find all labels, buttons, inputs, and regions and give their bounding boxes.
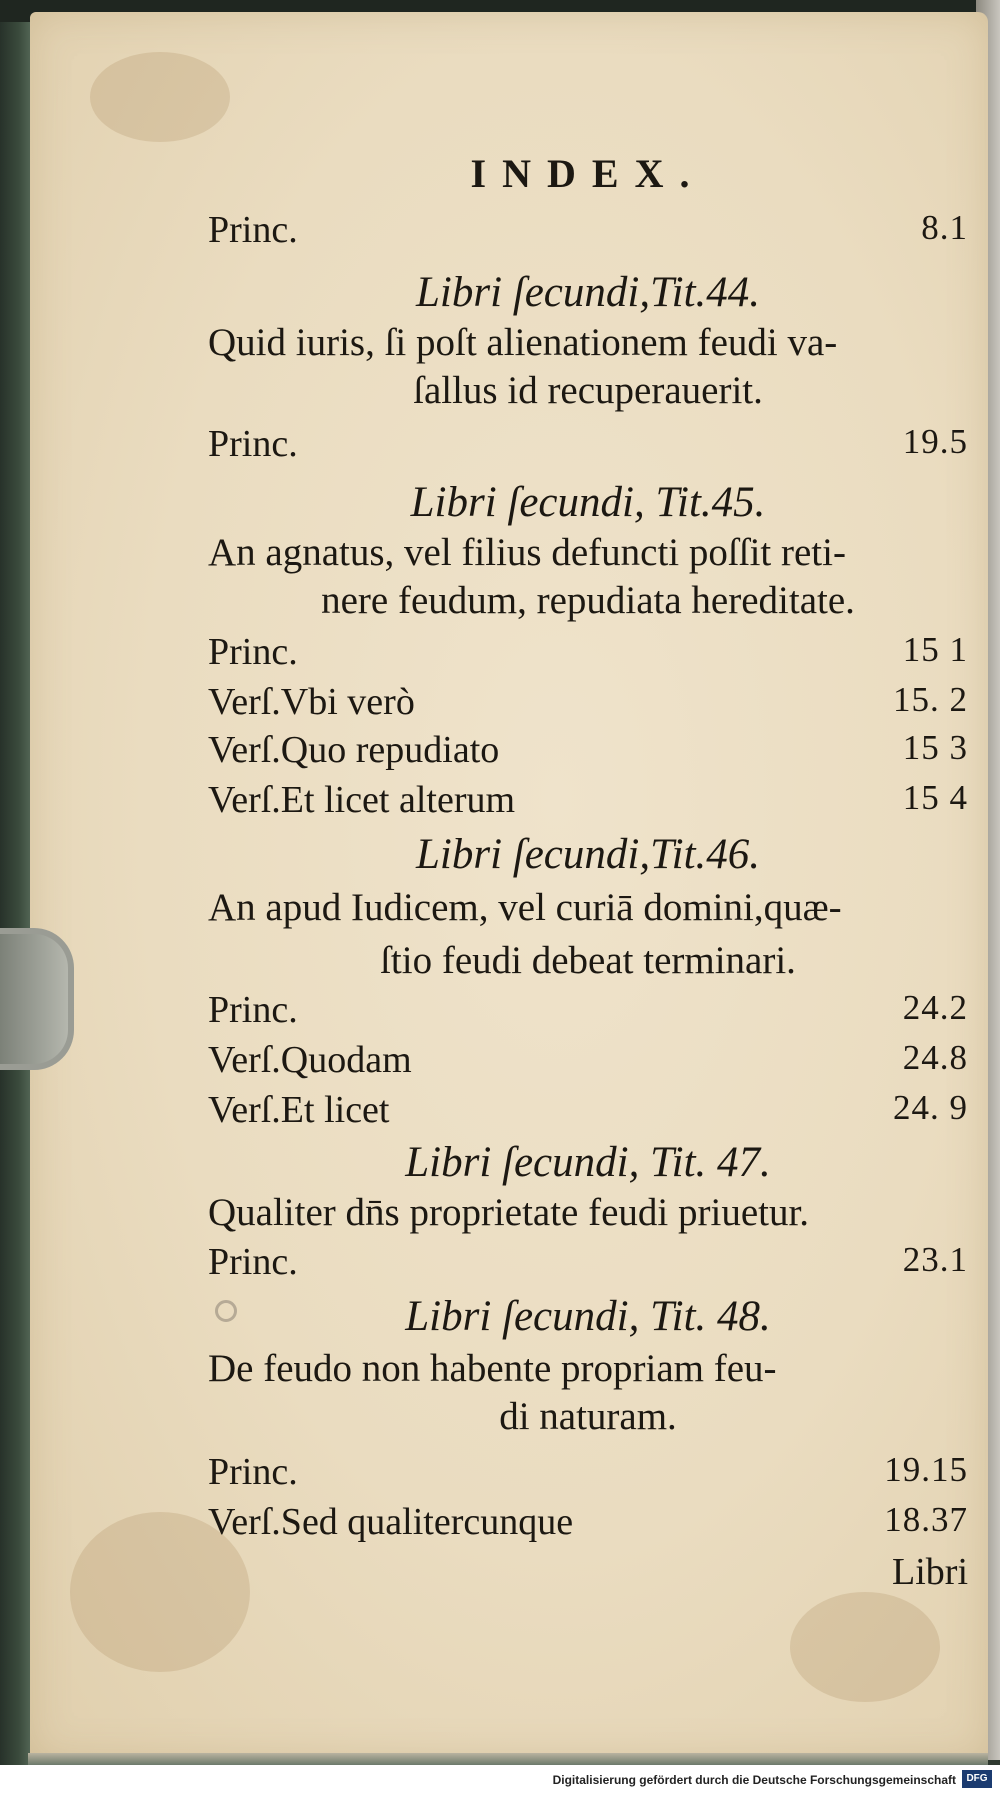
entry-label: Princ. <box>208 989 298 1031</box>
index-entry-row <box>208 208 968 252</box>
entry-reference: 19.5 <box>902 422 968 461</box>
entry-reference: 24.2 <box>902 988 968 1027</box>
page-header: INDEX. <box>470 151 706 196</box>
entry-label: Princ. <box>208 423 298 465</box>
entry-text-continuation: nere feudum, repudiata hereditate. <box>321 579 855 622</box>
entry-label: Verſ.Sed qualitercunque <box>208 1501 574 1543</box>
index-entry-row <box>208 1500 968 1544</box>
index-entry-row <box>208 630 968 674</box>
index-entry-row <box>208 728 968 772</box>
page-clip <box>0 928 74 1070</box>
section-rubric: Libri ſecundi, Tit. 47. <box>405 1139 771 1186</box>
entry-text: An apud Iudicem, vel curiā domini,quæ- <box>208 886 842 929</box>
entry-label: Verſ.Et licet alterum <box>208 779 516 821</box>
index-entry-row <box>208 778 968 822</box>
entry-label: Verſ.Vbi verò <box>208 681 415 723</box>
entry-label: Verſ.Quo repudiato <box>208 729 500 771</box>
entry-reference: 24.8 <box>902 1038 968 1077</box>
entry-text: An agnatus, vel filius defuncti poſſit reti- <box>208 531 846 574</box>
entry-text: Quid iuris, ſi poſt alienationem feudi va- <box>208 321 838 364</box>
entry-label: Verſ.Et licet <box>208 1089 390 1131</box>
paper-stain <box>90 52 230 142</box>
entry-label: Princ. <box>208 631 298 673</box>
catchword: Libri <box>892 1551 968 1593</box>
index-entry-row <box>208 1450 968 1494</box>
index-entry-row <box>208 680 968 724</box>
entry-reference: 18.37 <box>884 1500 968 1539</box>
section-rubric: Libri ſecundi,Tit.46. <box>415 831 761 878</box>
entry-text: De feudo non habente propriam feu- <box>208 1347 777 1390</box>
paper-stain <box>790 1592 940 1702</box>
entry-reference: 8.1 <box>921 208 968 247</box>
page-bottom-edge <box>28 1753 988 1765</box>
entry-reference: 15 1 <box>902 630 968 669</box>
entry-reference: 15. 2 <box>893 680 968 719</box>
entry-text-continuation: ſallus id recuperauerit. <box>413 369 763 412</box>
section-rubric: Libri ſecundi, Tit.45. <box>410 479 766 526</box>
index-entry-row <box>208 1240 968 1284</box>
entry-text: Qualiter dn̄s proprietate feudi priuetur. <box>208 1191 810 1234</box>
index-entry-row <box>208 988 968 1032</box>
entry-reference: 24. 9 <box>893 1088 968 1127</box>
entry-label: Princ. <box>208 1241 298 1283</box>
entry-reference: 19.15 <box>884 1450 968 1489</box>
entry-label: Princ. <box>208 1451 298 1493</box>
index-entry-row <box>208 1088 968 1132</box>
entry-text-continuation: di naturam. <box>499 1395 677 1438</box>
digitization-footer <box>0 1765 1000 1795</box>
entry-reference: 23.1 <box>902 1240 968 1279</box>
dfg-logo: DFG <box>962 1770 992 1788</box>
section-rubric: Libri ſecundi,Tit.44. <box>415 269 761 316</box>
entry-reference: 15 3 <box>902 728 968 767</box>
entry-reference: 15 4 <box>902 778 968 817</box>
entry-text-continuation: ſtio feudi debeat terminari. <box>380 939 796 982</box>
entry-label: Verſ.Quodam <box>208 1039 412 1081</box>
index-entry-row <box>208 1038 968 1082</box>
footer-credit: Digitalisierung gefördert durch die Deutsche Forschungsgemeinschaft <box>552 1773 956 1787</box>
index-entry-row <box>208 422 968 466</box>
entry-label: Princ. <box>208 209 298 251</box>
section-rubric: Libri ſecundi, Tit. 48. <box>405 1293 771 1340</box>
